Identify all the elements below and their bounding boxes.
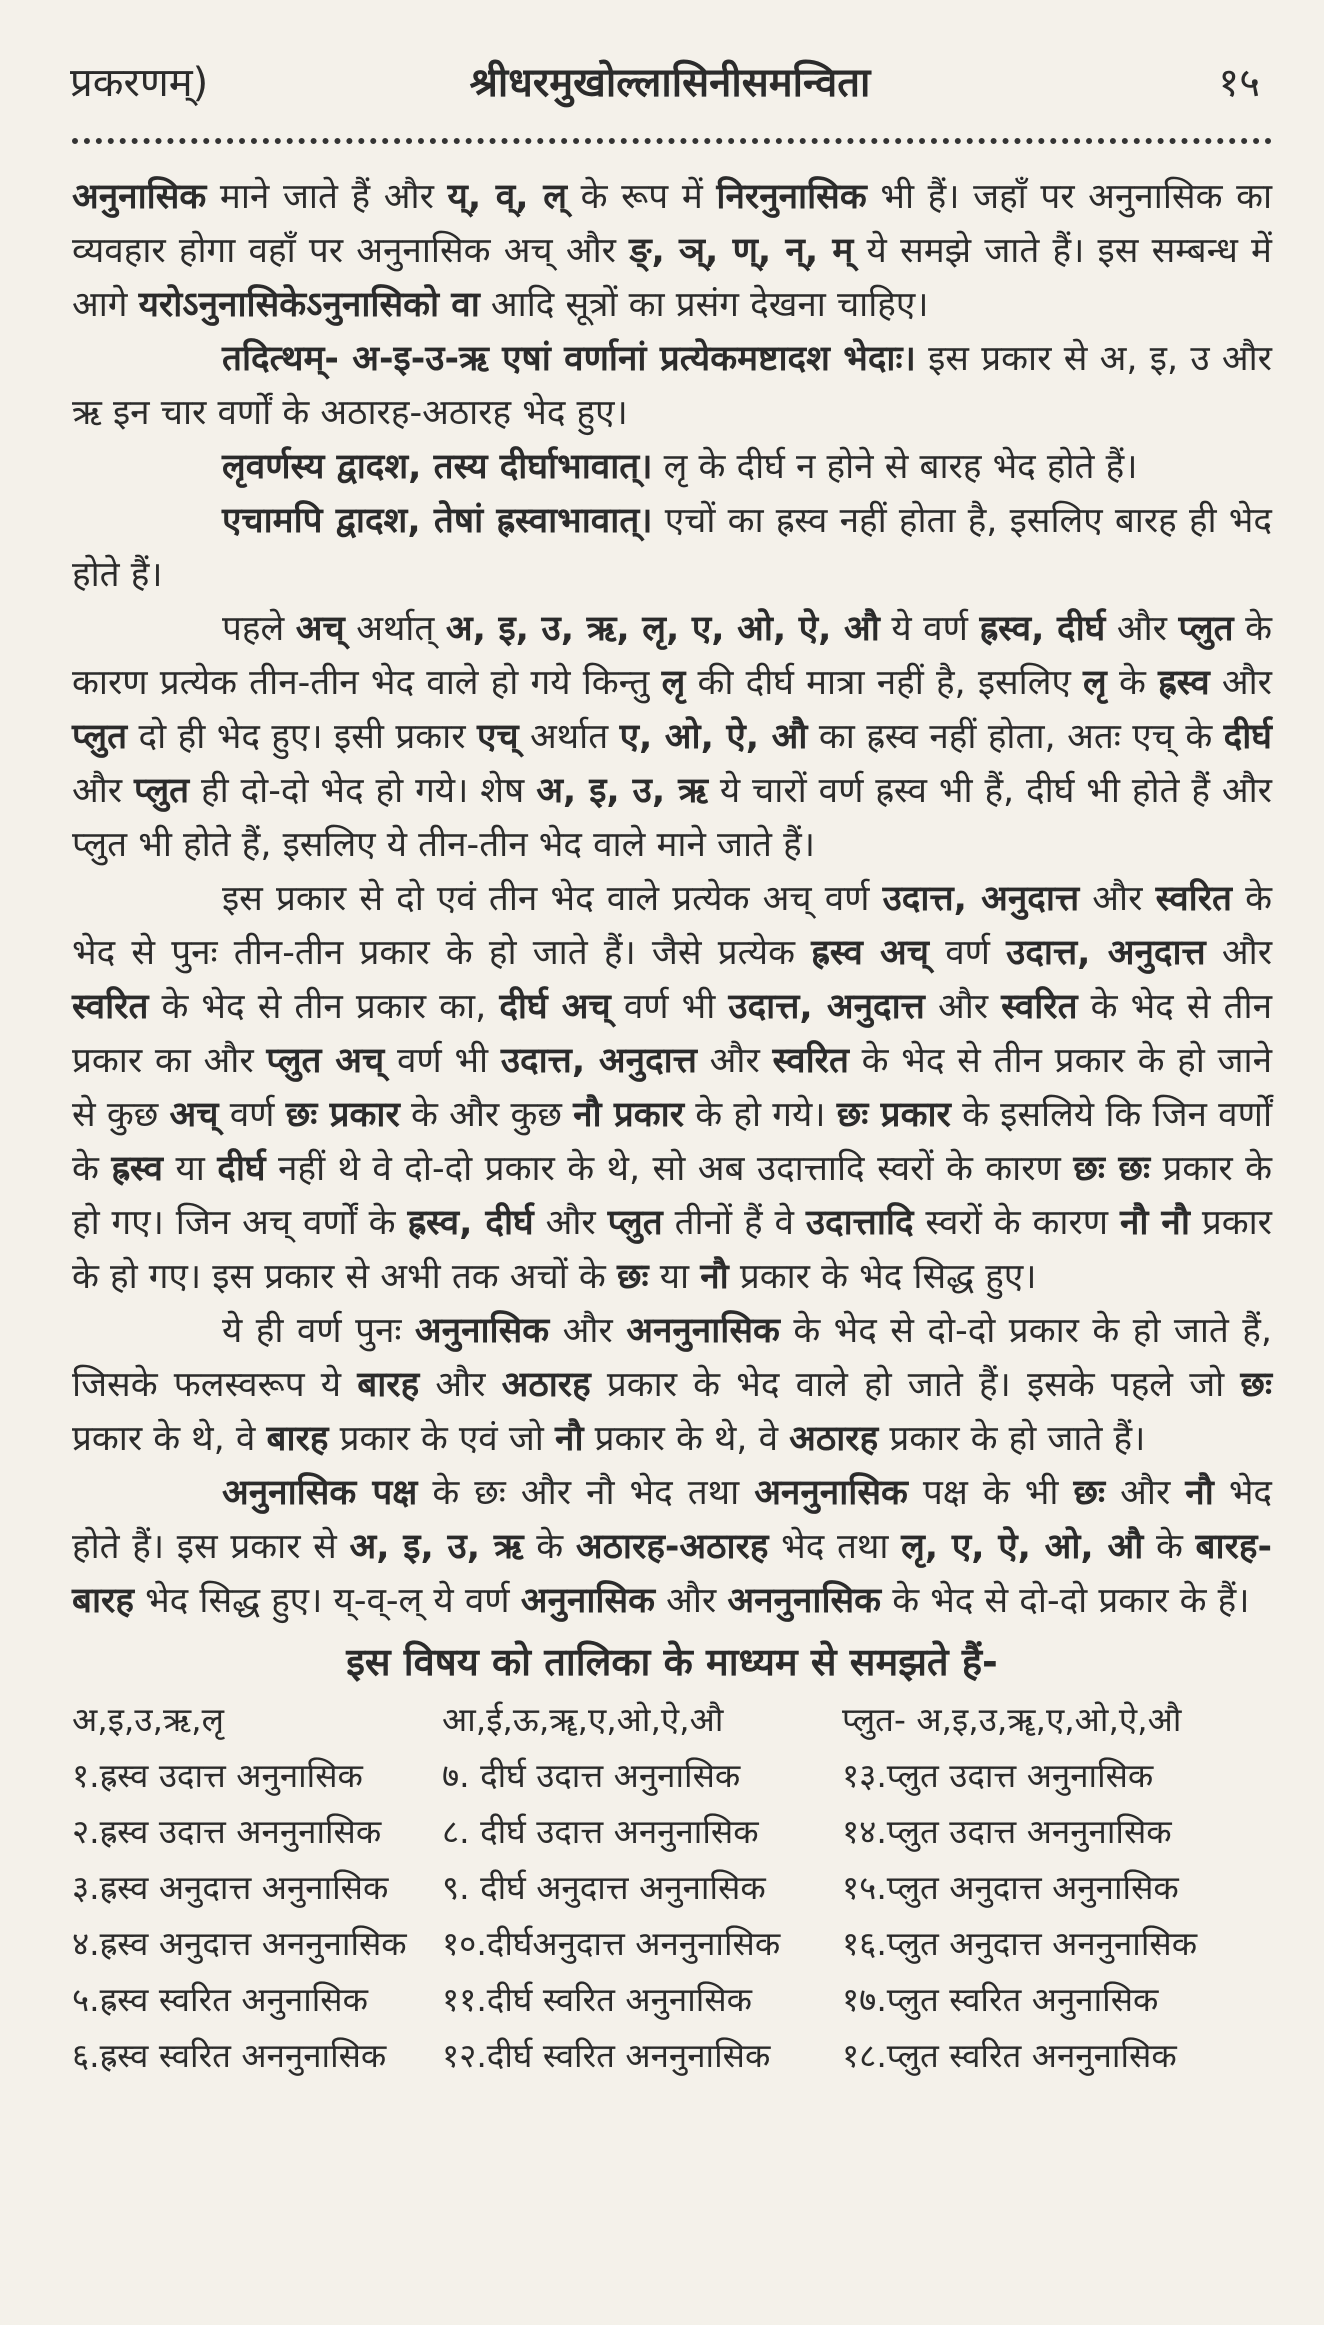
vowel-table: [72, 1692, 1272, 2084]
text: वर्ण: [218, 1095, 286, 1135]
table-cell: १६.प्लुत अनुदात्त अननुनासिक: [842, 1924, 1198, 1963]
strong: दीर्घ अच्: [499, 987, 611, 1027]
text: माने जाते हैं और: [206, 177, 448, 217]
strong: ह्रस्व अच्: [811, 933, 930, 973]
strong: नौ: [700, 1257, 729, 1297]
text: की दीर्घ मात्रा नहीं है, इसलिए: [685, 663, 1084, 703]
text: ये चारों वर्ण ह्रस्व भी हैं, दीर्घ भी होते हैं और प्लुत भी होते हैं, इसलिए ये तीन-तीन भेद वाले माने जाते हैं।: [72, 771, 1272, 865]
text: नहीं थे वे दो-दो प्रकार के थे, सो अब उदात्तादि स्वरों के कारण: [265, 1149, 1074, 1189]
strong: अननुनासिक: [727, 1581, 882, 1621]
text: का ह्रस्व नहीं होता, अतः एच् के: [807, 717, 1224, 757]
text: के: [1143, 1527, 1196, 1567]
text: के भेद से दो-दो प्रकार के हैं।: [881, 1581, 1250, 1621]
table-cell: १२.दीर्घ स्वरित अननुनासिक: [442, 2036, 771, 2075]
text: दो ही भेद हुए। इसी प्रकार: [127, 717, 478, 757]
text: और: [655, 1581, 728, 1621]
paragraph-3: [72, 440, 1272, 494]
strong: छः छः: [1073, 1149, 1151, 1189]
table-header: आ,ई,ऊ,ॠ,ए,ओ,ऐ,औ: [442, 1700, 724, 1739]
strong: अठारह: [789, 1419, 879, 1459]
text: के छः और नौ भेद तथा: [417, 1473, 755, 1513]
text: अर्थात्: [344, 609, 446, 649]
text: के इसलिये कि जिन वर्णों के: [72, 1095, 1273, 1189]
table-cell: ८. दीर्घ उदात्त अननुनासिक: [442, 1812, 759, 1851]
strong: प्लुत: [72, 717, 128, 757]
strong: नौ नौ: [1120, 1203, 1190, 1243]
text: स्वरों के कारण: [913, 1203, 1120, 1243]
strong: तदित्थम्- अ-इ-उ-ऋ एषां वर्णानां प्रत्येकमष्टादश भेदाः।: [222, 339, 916, 379]
text: के भेद से पुनः तीन-तीन प्रकार के हो जाते हैं। जैसे प्रत्येक: [72, 879, 1273, 973]
text: लृ के दीर्घ न होने से बारह भेद होते हैं।: [652, 447, 1138, 487]
text: के भेद से तीन प्रकार का और: [72, 987, 1273, 1081]
strong: लृवर्णस्य द्वादश, तस्य दीर्घाभावात्।: [222, 447, 653, 487]
table-cell: १.ह्रस्व उदात्त अनुनासिक: [72, 1756, 363, 1795]
strong: अठारह-अठारह: [575, 1527, 769, 1567]
strong: प्लुत: [1178, 609, 1234, 649]
strong: प्लुत: [134, 771, 190, 811]
strong: अनुनासिक पक्ष: [222, 1473, 418, 1513]
strong: लृ: [661, 663, 686, 703]
text: और: [72, 771, 135, 811]
text: के भेद से तीन प्रकार के हो जाने से कुछ: [72, 1041, 1272, 1135]
text: के: [1106, 663, 1159, 703]
running-title: श्रीधरमुखोल्लासिनीसमन्विता: [469, 60, 871, 106]
strong: अननुनासिक: [626, 1311, 780, 1351]
paragraph-1: [72, 170, 1272, 332]
text: ये ही वर्ण पुनः: [222, 1311, 415, 1351]
strong: स्वरित: [1155, 879, 1232, 919]
strong: दीर्घ: [217, 1149, 266, 1189]
text: के रूप में: [566, 177, 717, 217]
text: प्रकार के हो जाते हैं।: [878, 1419, 1146, 1459]
strong: अननुनासिक: [754, 1473, 908, 1513]
strong: प्लुत अच्: [266, 1041, 385, 1081]
page-number: १५: [1218, 60, 1260, 106]
text: या: [163, 1149, 218, 1189]
strong: छः प्रकार: [836, 1095, 951, 1135]
text: और: [696, 1041, 773, 1081]
strong: ङ्, ञ्, ण्, न्, म्: [629, 231, 854, 271]
strong: छः: [1240, 1365, 1273, 1405]
strong: अच्: [169, 1095, 219, 1135]
strong: अनुनासिक: [72, 177, 207, 217]
page-body: [72, 170, 1272, 2084]
paragraph-5: [72, 602, 1272, 872]
text: के हो गये।: [684, 1095, 837, 1135]
strong: स्वरित: [1001, 987, 1078, 1027]
strong: बारह: [357, 1365, 420, 1405]
text: और: [1205, 933, 1273, 973]
text: और: [1105, 1473, 1186, 1513]
table-cell: ४.ह्रस्व अनुदात्त अननुनासिक: [72, 1924, 407, 1963]
strong: निरनुनासिक: [716, 177, 867, 217]
text: भेद होते हैं। इस प्रकार से: [72, 1473, 1273, 1567]
strong: छः प्रकार: [285, 1095, 400, 1135]
text: इस प्रकार से दो एवं तीन भेद वाले प्रत्येक अच् वर्ण: [222, 879, 883, 919]
text: अर्थात: [518, 717, 620, 757]
strong: ह्रस्व, दीर्घ: [979, 609, 1106, 649]
text: प्रकार के भेद सिद्ध हुए।: [728, 1257, 1037, 1297]
paragraph-2: [72, 332, 1272, 440]
text: वर्ण भी: [610, 987, 729, 1027]
text: पहले: [222, 609, 296, 649]
strong: ह्रस्व: [111, 1149, 163, 1189]
text: इस प्रकार से अ, इ, उ और ऋ इन चार वर्णों के अठारह-अठारह भेद हुए।: [72, 339, 1272, 433]
strong: ह्रस्व, दीर्घ: [407, 1203, 534, 1243]
dotted-divider: [72, 138, 1272, 152]
text: ये समझे जाते हैं। इस सम्बन्ध में आगे: [72, 231, 1272, 325]
strong: स्वरित: [72, 987, 149, 1027]
text: वर्ण: [929, 933, 1007, 973]
text: प्रकार के हो गए। इस प्रकार से अभी तक अचों के: [72, 1203, 1273, 1297]
strong: नौ: [555, 1419, 584, 1459]
strong: अठारह: [501, 1365, 591, 1405]
table-cell: ५.ह्रस्व स्वरित अनुनासिक: [72, 1980, 368, 2019]
table-cell: ११.दीर्घ स्वरित अनुनासिक: [442, 1980, 752, 2019]
strong: अ, इ, उ, ऋ, लृ, ए, ओ, ऐ, औ: [445, 609, 880, 649]
strong: य्, व्, ल्: [447, 177, 567, 217]
text: प्रकार के एवं जो: [328, 1419, 556, 1459]
text: के: [523, 1527, 576, 1567]
text: प्रकार के थे, वे: [583, 1419, 790, 1459]
text: और: [1079, 879, 1156, 919]
table-header: अ,इ,उ,ऋ,लृ: [72, 1700, 224, 1739]
text: और: [1105, 609, 1179, 649]
strong: अनुनासिक: [414, 1311, 550, 1351]
strong: उदात्त, अनुदात्त: [1006, 933, 1206, 973]
text: के भेद से तीन प्रकार का,: [148, 987, 500, 1027]
table-cell: १५.प्लुत अनुदात्त अनुनासिक: [842, 1868, 1179, 1907]
text: के और कुछ: [399, 1095, 574, 1135]
strong: एच्: [477, 717, 519, 757]
page-header: [70, 48, 1270, 118]
table-cell: १७.प्लुत स्वरित अनुनासिक: [842, 1980, 1159, 2019]
strong: बारह: [266, 1419, 329, 1459]
text: ही दो-दो भेद हो गये। शेष: [189, 771, 537, 811]
table-cell: ९. दीर्घ अनुदात्त अनुनासिक: [442, 1868, 766, 1907]
strong: प्लुत: [607, 1203, 663, 1243]
text: प्रकार के भेद वाले हो जाते हैं। इसके पहले जो: [590, 1365, 1241, 1405]
strong: अ, इ, उ, ऋ: [349, 1527, 524, 1567]
table-cell: ७. दीर्घ उदात्त अनुनासिक: [442, 1756, 741, 1795]
text: आदि सूत्रों का प्रसंग देखना चाहिए।: [479, 285, 929, 325]
strong: लृ: [1083, 663, 1107, 703]
strong: एचामपि द्वादश, तेषां ह्रस्वाभावात्।: [222, 501, 653, 541]
text: और: [533, 1203, 608, 1243]
text: या: [648, 1257, 701, 1297]
table-title: इस विषय को तालिका के माध्यम से समझते हैं-: [346, 1640, 998, 1684]
text: प्रकार के हो गए। जिन अच् वर्णों के: [72, 1149, 1272, 1243]
text: भेद सिद्ध हुए। य्-व्-ल् ये वर्ण: [133, 1581, 521, 1621]
paragraph-4: [72, 494, 1272, 602]
strong: उदात्त, अनुदात्त: [882, 879, 1080, 919]
text: ये वर्ण: [879, 609, 980, 649]
strong: यरोऽनुनासिकेऽनुनासिको वा: [138, 285, 480, 325]
strong: अनुनासिक: [520, 1581, 655, 1621]
text: वर्ण भी: [384, 1041, 501, 1081]
text: भी हैं। जहाँ पर अनुनासिक का व्यवहार होगा वहाँ पर अनुनासिक अच् और: [72, 177, 1273, 271]
strong: नौ: [1185, 1473, 1214, 1513]
text: और: [549, 1311, 627, 1351]
strong: दीर्घ: [1223, 717, 1272, 757]
text: पक्ष के भी: [907, 1473, 1074, 1513]
strong: लृ, ए, ऐ, ओ, औ: [901, 1527, 1144, 1567]
table-cell: ६.ह्रस्व स्वरित अननुनासिक: [72, 2036, 387, 2075]
strong: अच्: [295, 609, 345, 649]
paragraph-8: [72, 1466, 1272, 1628]
text: और: [419, 1365, 502, 1405]
strong: उदात्तादि: [805, 1203, 914, 1243]
strong: नौ प्रकार: [573, 1095, 685, 1135]
text: के भेद से दो-दो प्रकार के हो जाते हैं, जिसके फलस्वरूप ये: [72, 1311, 1273, 1405]
strong: ए, ओ, ऐ, औ: [619, 717, 808, 757]
table-cell: १०.दीर्घअनुदात्त अननुनासिक: [442, 1924, 781, 1963]
text: भेद तथा: [768, 1527, 902, 1567]
paragraph-6: [72, 872, 1272, 1304]
text: एचों का ह्रस्व नहीं होता है, इसलिए बारह ही भेद होते हैं।: [72, 501, 1272, 595]
table-cell: २.ह्रस्व उदात्त अननुनासिक: [72, 1812, 382, 1851]
section-label: प्रकरणम्): [70, 60, 209, 106]
strong: अ, इ, उ, ऋ: [536, 771, 708, 811]
strong: उदात्त, अनुदात्त: [500, 1041, 697, 1081]
text: तीनों हैं वे: [662, 1203, 806, 1243]
text: और: [1209, 663, 1272, 703]
table-cell: १८.प्लुत स्वरित अननुनासिक: [842, 2036, 1177, 2075]
text: के कारण प्रत्येक तीन-तीन भेद वाले हो गये किन्तु: [72, 609, 1272, 703]
table-cell: ३.ह्रस्व अनुदात्त अनुनासिक: [72, 1868, 389, 1907]
table-header: प्लुत- अ,इ,उ,ॠ,ए,ओ,ऐ,औ: [842, 1700, 1182, 1739]
strong: स्वरित: [772, 1041, 849, 1081]
table-cell: १४.प्लुत उदात्त अननुनासिक: [842, 1812, 1172, 1851]
strong: छः: [616, 1257, 649, 1297]
strong: छः: [1073, 1473, 1106, 1513]
table-cell: १३.प्लुत उदात्त अनुनासिक: [842, 1756, 1154, 1795]
strong: ह्रस्व: [1158, 663, 1210, 703]
paragraph-7: [72, 1304, 1272, 1466]
strong: उदात्त, अनुदात्त: [728, 987, 925, 1027]
text: और: [924, 987, 1002, 1027]
strong: बारह-बारह: [72, 1527, 1273, 1621]
text: प्रकार के थे, वे: [72, 1419, 267, 1459]
